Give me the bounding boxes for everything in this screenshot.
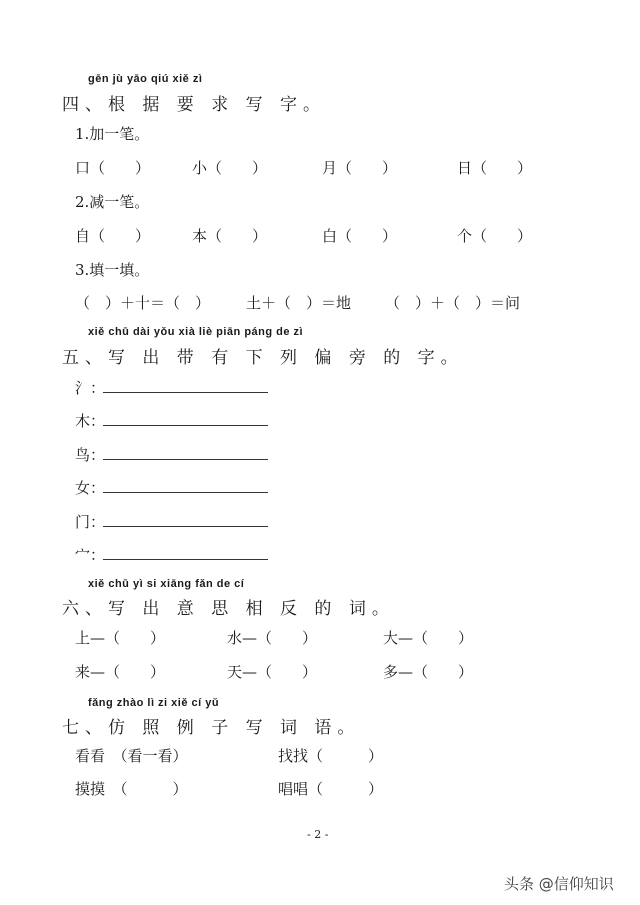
antonym-item: 上—（ ） [75, 629, 166, 647]
remove-stroke-item: 本（ ） [192, 227, 268, 245]
radical-label: 木： [75, 412, 106, 430]
section5-pinyin: xiě chū dài yǒu xià liè piān páng de zì [88, 326, 304, 338]
fill-item: （ ）＋（ ）＝问 [385, 294, 521, 312]
remove-stroke-item: 个（ ） [457, 227, 533, 245]
imitate-item: 看看 （看一看） [75, 747, 188, 765]
section4-sub2: 2.减一笔。 [75, 193, 150, 211]
answer-line [103, 492, 268, 493]
antonym-item: 来—（ ） [75, 663, 166, 681]
remove-stroke-item: 白（ ） [322, 227, 398, 245]
add-stroke-item: 月（ ） [322, 159, 398, 177]
section6-pinyin: xiě chū yì si xiāng fǎn de cí [88, 578, 245, 590]
radical-label: 门： [75, 513, 106, 531]
section4-sub1: 1.加一笔。 [75, 125, 150, 143]
remove-stroke-item: 自（ ） [75, 227, 151, 245]
section5-title: 五、写 出 带 有 下 列 偏 旁 的 字。 [62, 348, 464, 368]
section7-title: 七、仿 照 例 子 写 词 语。 [62, 718, 361, 738]
imitate-item: 唱唱（ ） [278, 780, 384, 798]
answer-line [103, 425, 268, 426]
section4-title: 四、根 据 要 求 写 字。 [62, 95, 327, 115]
section7-pinyin: fǎng zhào lì zi xiě cí yǔ [88, 697, 220, 709]
add-stroke-item: 小（ ） [192, 159, 268, 177]
imitate-item: 摸摸 （ ） [75, 780, 188, 798]
page-number: - 2 - [307, 828, 329, 841]
antonym-item: 水—（ ） [227, 629, 318, 647]
antonym-item: 多—（ ） [383, 663, 474, 681]
watermark: 头条 @信仰知识 [504, 875, 614, 893]
answer-line [103, 459, 268, 460]
imitate-item: 找找（ ） [278, 747, 384, 765]
antonym-item: 天—（ ） [227, 663, 318, 681]
answer-line [103, 526, 268, 527]
fill-item: 土＋（ ）＝地 [246, 294, 352, 312]
fill-item: （ ）＋十＝（ ） [75, 294, 211, 312]
antonym-item: 大—（ ） [383, 629, 474, 647]
answer-line [103, 392, 268, 393]
radical-label: 女： [75, 479, 106, 497]
radical-label: 氵： [75, 379, 106, 397]
radical-label: 鸟： [75, 446, 106, 464]
radical-label: 宀： [75, 546, 106, 564]
add-stroke-item: 口（ ） [75, 159, 151, 177]
add-stroke-item: 日（ ） [457, 159, 533, 177]
answer-line [103, 559, 268, 560]
section6-title: 六、写 出 意 思 相 反 的 词。 [62, 599, 395, 619]
section4-sub3: 3.填一填。 [75, 261, 150, 279]
section4-pinyin: gēn jù yāo qiú xiě zì [88, 73, 203, 85]
